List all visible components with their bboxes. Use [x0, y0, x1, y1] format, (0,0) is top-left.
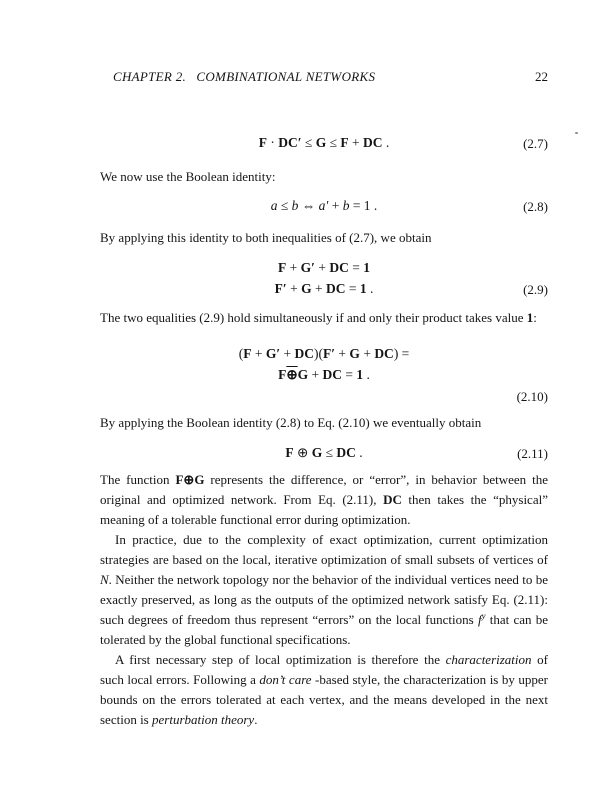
paragraph-first-necessary-step: A first necessary step of local optimization is therefore the characterization of such local errors. Following a don’t care -based style, the characterization is by upper bounds on the errors tolerated at each vertex, and the means developed in the next section is perturbation theory. [100, 652, 548, 727]
equation-2-10-line1: (F + G′ + DC)(F′ + G + DC) = [238, 346, 410, 361]
equation-2-11-body: F ⊕ G ≤ DC . [285, 445, 363, 460]
paragraph-in-practice: In practice, due to the complexity of exact optimization, current optimization strategies are based on the local, iterative optimization of small subsets of vertices of N. Neither the network topology nor the behavior of the individual vertices need to be exactly preserved, as long as the outputs of the optimized network satisfy Eq. (2.11): such degrees of freedom thus represent “errors” on the local functions $f^y$ that can be tolerated by the global functional specifications. [100, 532, 548, 647]
text-by-applying-boolean: By applying the Boolean identity (2.8) to Eq. (2.10) we eventually obtain [100, 415, 482, 430]
text-by-applying-identity: By applying this identity to both inequalities of (2.7), we obtain [100, 230, 432, 245]
equation-2-7-body: F · DC′ ≤ G ≤ F + DC . [258, 135, 390, 150]
equation-2-11-number: (2.11) [517, 446, 548, 461]
scan-speck [575, 132, 578, 134]
text-column [100, 0, 548, 730]
equation-2-11 [100, 442, 548, 463]
equation-2-7 [100, 132, 548, 153]
equation-2-8-number: (2.8) [523, 199, 548, 214]
equation-2-8-body: a ≤ b ⇔ a′ + b = 1 . [270, 198, 378, 213]
paragraph-function-error: The function F⊕G represents the difference, or “error”, in behavior between the original and optimized network. From Eq. (2.11), DC then takes the “physical” meaning of a tolerable functional error during optimization. [100, 472, 548, 527]
equation-2-9-number: (2.9) [523, 282, 548, 297]
running-header [100, 69, 548, 85]
equation-2-10 [100, 343, 548, 405]
equation-2-7-number: (2.7) [523, 136, 548, 151]
chapter-title: CHAPTER 2. COMBINATIONAL NETWORKS [113, 69, 376, 84]
equation-2-10-line2: F⊕G + DC = 1 . [278, 367, 370, 382]
equation-2-9-line2: F′ + G + DC = 1 . [274, 281, 374, 296]
equation-2-9-line1: F + G′ + DC = 1 [278, 260, 370, 275]
text-we-now-use: We now use the Boolean identity: [100, 169, 276, 184]
page-number: 22 [535, 69, 548, 84]
equation-2-10-number: (2.10) [516, 389, 548, 404]
text-two-equalities: The two equalities (2.9) hold simultaneously if and only their product takes value 1: [100, 310, 537, 325]
equation-2-8 [100, 195, 548, 216]
equation-2-9 [100, 257, 548, 299]
